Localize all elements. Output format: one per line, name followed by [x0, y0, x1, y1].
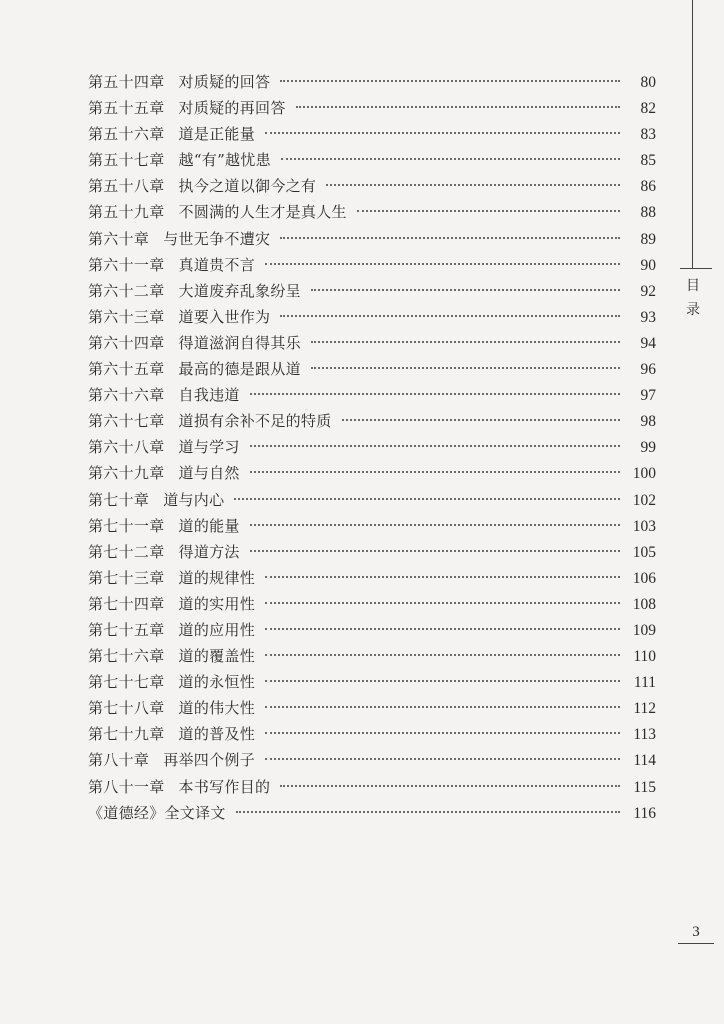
chapter-title: 本书写作目的: [178, 777, 271, 796]
toc-entry: [88, 774, 656, 800]
page-reference: 92: [640, 282, 656, 300]
page-reference: 114: [633, 752, 656, 770]
toc-entry: [88, 669, 656, 695]
chapter-title: 道的普及性: [178, 725, 256, 744]
dot-leader: [250, 524, 620, 526]
page-reference: 108: [632, 595, 656, 613]
dot-leader: [265, 628, 620, 630]
section-label-char: 录: [686, 302, 700, 318]
dot-leader: [311, 341, 620, 343]
chapter-number: 第七十五章: [88, 620, 165, 639]
chapter-title: 道的应用性: [178, 620, 256, 639]
dot-leader: [265, 576, 620, 578]
page-reference: 94: [640, 334, 656, 352]
chapter-number: 第六十五章: [88, 360, 165, 379]
chapter-number: 第七十七章: [88, 673, 165, 692]
chapter-number: 第八十章: [88, 751, 150, 770]
chapter-number: 第六十八章: [88, 438, 165, 457]
dot-leader: [250, 471, 620, 473]
page-reference: 105: [632, 543, 656, 561]
chapter-number: 第六十七章: [88, 412, 165, 431]
dot-leader: [234, 498, 620, 500]
page-reference: 85: [640, 152, 656, 170]
chapter-title: 道的能量: [178, 516, 240, 535]
chapter-number: 第六十三章: [88, 307, 165, 326]
toc-entry: [88, 226, 656, 252]
chapter-number: 第五十六章: [88, 125, 165, 144]
dot-leader: [326, 184, 620, 186]
chapter-title: 对质疑的再回答: [178, 99, 286, 118]
dot-leader: [265, 132, 620, 134]
chapter-number: 第五十八章: [88, 177, 165, 196]
page-reference: 96: [640, 361, 656, 379]
chapter-title: 自我违道: [178, 386, 240, 405]
table-of-contents: [88, 69, 656, 826]
page-reference: 89: [640, 230, 656, 248]
dot-leader: [281, 158, 620, 160]
section-label-char: 目: [686, 278, 700, 294]
page-reference: 82: [640, 100, 656, 118]
toc-entry: [88, 278, 656, 304]
toc-entry: [88, 747, 656, 773]
dot-leader: [280, 785, 620, 787]
page-number: 3: [692, 924, 700, 940]
chapter-title: 道与自然: [178, 464, 240, 483]
dot-leader: [265, 680, 620, 682]
dot-leader: [265, 263, 620, 265]
chapter-title: 对质疑的回答: [178, 73, 271, 91]
chapter-title: 最高的德是跟从道: [178, 360, 301, 379]
chapter-number: 第七十二章: [88, 542, 165, 561]
toc-entry: [88, 199, 656, 225]
chapter-number: 第五十四章: [88, 73, 165, 91]
page-reference: 112: [633, 700, 656, 718]
chapter-number: 第六十一章: [88, 255, 165, 274]
chapter-title: 道的实用性: [178, 594, 256, 613]
chapter-title: 道与学习: [178, 438, 240, 457]
chapter-number: 第六十四章: [88, 333, 165, 352]
page-reference: 106: [632, 569, 656, 587]
toc-entry: [88, 539, 656, 565]
page-reference: 100: [632, 465, 656, 483]
page-reference: 115: [633, 778, 656, 796]
dot-leader: [280, 237, 620, 239]
dot-leader: [280, 315, 620, 317]
chapter-title: 《道德经》全文译文: [88, 803, 226, 822]
chapter-title: 越“有”越忧患: [178, 151, 271, 170]
page-reference: 86: [640, 178, 656, 196]
chapter-title: 得道方法: [178, 542, 240, 561]
page-reference: 116: [633, 804, 656, 822]
chapter-title: 大道废弃乱象纷呈: [178, 281, 301, 300]
toc-entry: [88, 695, 656, 721]
toc-entry: [88, 330, 656, 356]
page-reference: 103: [632, 517, 656, 535]
dot-leader: [342, 419, 620, 421]
toc-entry: [88, 643, 656, 669]
chapter-number: 第七十四章: [88, 594, 165, 613]
dot-leader: [265, 758, 620, 760]
toc-entry: [88, 304, 656, 330]
chapter-number: 第五十九章: [88, 203, 165, 222]
chapter-number: 第七十三章: [88, 568, 165, 587]
side-rule: [692, 0, 693, 268]
toc-entry: [88, 69, 656, 95]
dot-leader: [250, 445, 620, 447]
toc-entry: [88, 617, 656, 643]
chapter-title: 真道贵不言: [178, 255, 256, 274]
chapter-number: 第五十五章: [88, 99, 165, 118]
chapter-number: 第七十六章: [88, 647, 165, 666]
side-rule-tick: [680, 268, 712, 269]
chapter-number: 第六十二章: [88, 281, 165, 300]
dot-leader: [250, 550, 620, 552]
page-reference: 80: [640, 74, 656, 91]
toc-entry: [88, 565, 656, 591]
chapter-number: 第七十一章: [88, 516, 165, 535]
page-reference: 98: [640, 413, 656, 431]
toc-entry: [88, 356, 656, 382]
chapter-number: 第六十章: [88, 229, 150, 248]
chapter-title: 道的覆盖性: [178, 647, 256, 666]
chapter-number: 第六十九章: [88, 464, 165, 483]
dot-leader: [265, 706, 620, 708]
chapter-title: 道损有余补不足的特质: [178, 412, 332, 431]
dot-leader: [357, 210, 620, 212]
toc-entry: [88, 513, 656, 539]
chapter-number: 第六十六章: [88, 386, 165, 405]
page-reference: 88: [640, 204, 656, 222]
dot-leader: [280, 80, 620, 82]
chapter-title: 不圆满的人生才是真人生: [178, 203, 347, 222]
toc-entry: [88, 408, 656, 434]
page-reference: 83: [640, 126, 656, 144]
chapter-title: 道的永恒性: [178, 673, 256, 692]
page-reference: 109: [632, 621, 656, 639]
page-reference: 99: [640, 439, 656, 457]
page-reference: 102: [632, 491, 656, 509]
page-reference: 110: [633, 648, 656, 666]
chapter-number: 第七十章: [88, 490, 150, 509]
dot-leader: [311, 367, 620, 369]
chapter-title: 道是正能量: [178, 125, 256, 144]
chapter-title: 再举四个例子: [163, 751, 256, 770]
page-reference: 111: [633, 674, 656, 692]
toc-entry: [88, 460, 656, 486]
chapter-number: 第七十八章: [88, 699, 165, 718]
toc-entry: [88, 487, 656, 513]
toc-entry: [88, 95, 656, 121]
page-number-rule: [678, 943, 714, 944]
page-reference: 113: [633, 726, 656, 744]
page-reference: 93: [640, 308, 656, 326]
toc-entry: [88, 252, 656, 278]
toc-entry: [88, 591, 656, 617]
dot-leader: [250, 393, 620, 395]
toc-entry: [88, 382, 656, 408]
toc-entry: [88, 721, 656, 747]
dot-leader: [265, 654, 620, 656]
section-label: [682, 274, 704, 322]
dot-leader: [296, 106, 620, 108]
page-reference: 97: [640, 387, 656, 405]
chapter-number: 第七十九章: [88, 725, 165, 744]
chapter-title: 道与内心: [163, 490, 225, 509]
dot-leader: [236, 811, 620, 813]
chapter-title: 与世无争不遭灾: [163, 229, 271, 248]
toc-entry: [88, 173, 656, 199]
toc-entry: [88, 147, 656, 173]
dot-leader: [265, 732, 620, 734]
toc-entry: [88, 434, 656, 460]
chapter-title: 道的伟大性: [178, 699, 256, 718]
page-reference: 90: [640, 256, 656, 274]
chapter-number: 第五十七章: [88, 151, 165, 170]
dot-leader: [265, 602, 620, 604]
toc-entry: [88, 121, 656, 147]
dot-leader: [311, 289, 620, 291]
chapter-title: 道的规律性: [178, 568, 256, 587]
chapter-number: 第八十一章: [88, 777, 165, 796]
chapter-title: 执今之道以御今之有: [178, 177, 317, 196]
toc-entry: [88, 800, 656, 826]
chapter-title: 得道滋润自得其乐: [178, 333, 301, 352]
chapter-title: 道要入世作为: [178, 307, 271, 326]
